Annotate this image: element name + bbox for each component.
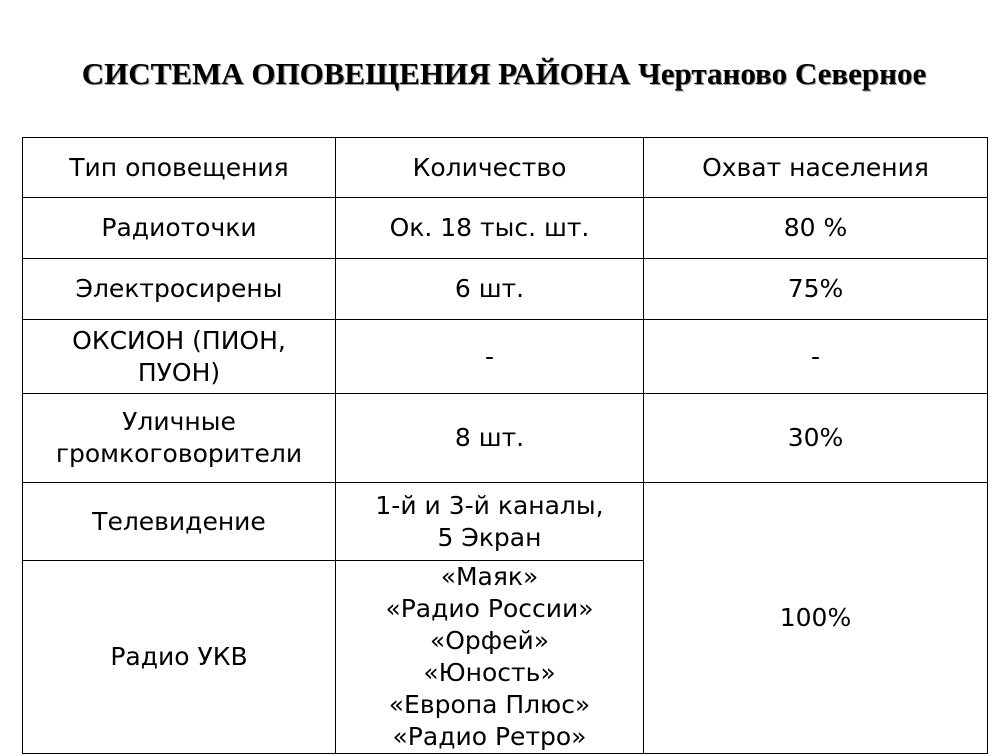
cell-quantity-radio-ukv	[336, 561, 644, 754]
cell-coverage-loudspeakers: 30%	[644, 394, 988, 483]
header-alert-type: Тип оповещения	[23, 138, 336, 198]
cell-coverage-sirens: 75%	[644, 259, 988, 320]
table-row	[23, 259, 988, 320]
header-quantity: Количество	[336, 138, 644, 198]
cell-type-oksion-line-2: ПУОН)	[137, 357, 221, 387]
radio-station-orfei: «Орфей»	[429, 626, 550, 655]
header-coverage: Охват населения	[644, 138, 988, 198]
cell-type-loudspeakers-line-2: громкоговорители	[55, 439, 303, 468]
table-header-row	[23, 138, 988, 198]
alert-system-table	[22, 137, 988, 754]
cell-type-loudspeakers-line-1: Уличные	[122, 407, 236, 436]
cell-coverage-media: 100%	[644, 483, 988, 754]
cell-quantity-radio-points: Ок. 18 тыс. шт.	[336, 198, 644, 259]
cell-type-oksion-line-1: ОКСИОН (ПИОН,	[72, 325, 286, 355]
page-title: СИСТЕМА ОПОВЕЩЕНИЯ РАЙОНА Чертаново Северное	[81, 56, 927, 91]
cell-type-sirens: Электросирены	[23, 259, 336, 320]
cell-type-loudspeakers	[23, 394, 336, 483]
radio-station-radio-retro: «Радио Ретро»	[392, 722, 587, 751]
cell-type-television: Телевидение	[23, 483, 336, 561]
cell-type-radio-points: Радиоточки	[23, 198, 336, 259]
cell-type-radio-ukv: Радио УКВ	[23, 561, 336, 754]
cell-quantity-television-line-1: 1-й и 3-й каналы,	[375, 490, 604, 520]
cell-quantity-television	[336, 483, 644, 561]
table-row	[23, 483, 988, 561]
cell-quantity-television-line-2: 5 Экран	[437, 522, 542, 552]
table-row	[23, 198, 988, 259]
table-row	[23, 320, 988, 394]
radio-station-mayak: «Маяк»	[440, 562, 539, 591]
radio-station-yunost: «Юность»	[423, 658, 556, 687]
cell-coverage-radio-points: 80 %	[644, 198, 988, 259]
cell-quantity-oksion: -	[336, 320, 644, 394]
cell-coverage-oksion: -	[644, 320, 988, 394]
radio-station-europa-plus: «Европа Плюс»	[388, 690, 591, 719]
cell-quantity-loudspeakers: 8 шт.	[336, 394, 644, 483]
cell-type-oksion	[23, 320, 336, 394]
table-row	[23, 394, 988, 483]
cell-quantity-sirens: 6 шт.	[336, 259, 644, 320]
radio-station-radio-rossii: «Радио России»	[385, 594, 594, 623]
